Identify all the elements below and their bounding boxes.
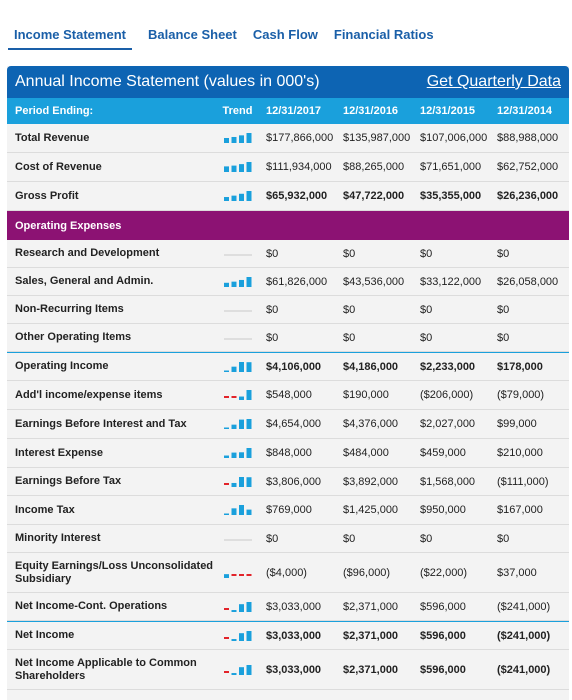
row-label: Total Revenue <box>15 131 90 144</box>
value-cell: $71,651,000 <box>420 161 482 173</box>
row-label: Earnings Before Tax <box>15 475 122 487</box>
value-cell: ($96,000) <box>343 566 391 579</box>
value-cell: $4,106,000 <box>266 360 322 373</box>
trend-sparkline <box>223 190 253 202</box>
value-cell: $0 <box>266 532 279 545</box>
trend-bar <box>231 610 236 612</box>
trend-header: Trend <box>222 105 253 117</box>
value-cell: $950,000 <box>420 504 466 516</box>
value-cell: $26,058,000 <box>497 275 559 288</box>
trend-cell <box>215 601 260 613</box>
trend-bar <box>246 665 251 675</box>
trend-bar <box>224 197 229 201</box>
value-cell: $3,033,000 <box>266 600 322 613</box>
date-header: 12/31/2014 <box>497 105 553 117</box>
trend-bar <box>239 633 244 641</box>
trend-bar <box>246 477 251 487</box>
value-cell: $35,355,000 <box>420 190 482 202</box>
trend-cell <box>215 361 260 373</box>
row-equity-earnings-loss-unconsolidated-subsidiary <box>7 553 569 593</box>
value-cell: $3,033,000 <box>266 629 322 642</box>
trend-cell <box>215 304 260 316</box>
value-cell: $210,000 <box>497 447 543 459</box>
date-header: 12/31/2016 <box>343 105 399 117</box>
trend-sparkline <box>223 418 253 430</box>
trend-bar <box>246 390 251 400</box>
trend-cell <box>215 630 260 642</box>
operating-expenses-section: Operating Expenses <box>7 211 569 240</box>
trend-sparkline <box>223 161 253 173</box>
value-cell: $65,932,000 <box>266 190 328 202</box>
trend-bar <box>231 281 236 286</box>
value-cell: $0 <box>420 303 433 316</box>
value-cell: $167,000 <box>497 504 543 516</box>
row-research-and-development <box>7 240 569 268</box>
value-cell: $596,000 <box>420 600 466 613</box>
trend-cell <box>215 161 260 173</box>
row-label: Income Tax <box>15 503 75 516</box>
value-cell: $190,000 <box>343 389 389 401</box>
row-income-tax <box>7 496 569 525</box>
value-cell: $111,934,000 <box>266 161 332 173</box>
value-cell: $0 <box>420 331 433 344</box>
value-cell: $3,892,000 <box>343 475 399 488</box>
row-total-revenue <box>7 124 569 153</box>
trend-bar <box>239 397 244 400</box>
trend-cell <box>215 190 260 202</box>
tab-financial-ratios[interactable]: Financial Ratios <box>333 27 434 42</box>
trend-sparkline <box>223 389 253 401</box>
trend-cell <box>215 533 260 545</box>
trend-bar <box>231 453 236 458</box>
trend-bar <box>231 673 236 675</box>
trend-bar <box>231 482 236 486</box>
row-earnings-before-interest-and-tax <box>7 410 569 439</box>
date-header: 12/31/2015 <box>420 105 476 117</box>
trend-sparkline <box>223 276 253 288</box>
trend-bar <box>239 452 244 458</box>
row-label: Earnings Before Interest and Tax <box>15 417 187 430</box>
value-cell: $2,371,000 <box>343 663 399 676</box>
row-net-income-applicable-to-common-shareholders <box>7 650 569 690</box>
row-label: Gross Profit <box>15 189 79 202</box>
trend-cell <box>215 248 260 260</box>
trend-bar <box>239 135 244 143</box>
trend-cell <box>215 418 260 430</box>
trend-bar <box>246 448 251 458</box>
value-cell: ($206,000) <box>420 389 474 401</box>
trend-bar <box>246 191 251 201</box>
trend-bar <box>224 370 229 372</box>
trend-bar <box>224 514 229 516</box>
value-cell: $0 <box>266 331 279 344</box>
trend-sparkline <box>223 304 253 316</box>
trend-cell <box>215 389 260 401</box>
value-cell: $62,752,000 <box>497 161 559 173</box>
value-cell: $2,371,000 <box>343 629 399 642</box>
value-cell: $596,000 <box>420 663 466 676</box>
value-cell: ($79,000) <box>497 389 545 401</box>
value-cell: $33,122,000 <box>420 275 482 288</box>
table-header-row <box>7 98 569 124</box>
trend-cell <box>215 664 260 676</box>
value-cell: $37,000 <box>497 566 537 579</box>
trend-bar <box>231 366 236 371</box>
trend-cell <box>215 476 260 488</box>
row-label: Net Income Applicable to Common Shareholders <box>15 656 197 682</box>
trend-bar <box>231 196 236 201</box>
row-label: Other Operating Items <box>15 331 132 343</box>
row-label: Sales, General and Admin. <box>15 275 154 287</box>
row-label: Add'l income/expense items <box>15 388 163 401</box>
value-cell: $2,371,000 <box>343 600 399 613</box>
trend-bar <box>224 483 229 485</box>
value-cell: $3,033,000 <box>266 663 322 676</box>
row-sales-general-and-admin <box>7 268 569 296</box>
trend-bar <box>224 637 229 639</box>
period-ending-header: Period Ending: <box>15 104 94 117</box>
value-cell: ($22,000) <box>420 566 468 579</box>
trend-bar <box>239 667 244 675</box>
value-cell: $99,000 <box>497 418 537 430</box>
value-cell: $0 <box>420 247 433 260</box>
trend-sparkline <box>223 332 253 344</box>
income-statement-panel <box>7 66 569 700</box>
tab-balance-sheet[interactable]: Balance Sheet <box>147 27 237 42</box>
trend-bar <box>239 574 244 576</box>
row-add-l-income-expense-items <box>7 381 569 410</box>
trend-bar <box>224 138 229 143</box>
row-label: Cost of Revenue <box>15 160 102 173</box>
tab-cash-flow[interactable]: Cash Flow <box>252 27 318 42</box>
trend-cell <box>215 276 260 288</box>
value-cell: $0 <box>497 247 510 260</box>
row-interest-expense <box>7 439 569 468</box>
trend-bar <box>246 631 251 641</box>
panel-header <box>7 66 569 98</box>
trend-bar <box>239 279 244 286</box>
trend-bar <box>246 510 251 515</box>
trend-bar <box>246 602 251 612</box>
value-cell: ($4,000) <box>266 566 307 579</box>
row-label: Non-Recurring Items <box>15 303 124 315</box>
row-label: Net Income-Cont. Operations <box>15 600 168 612</box>
trend-sparkline <box>223 664 253 676</box>
trend-bar <box>224 671 229 673</box>
value-cell: $4,654,000 <box>266 418 322 430</box>
trend-bar <box>246 162 251 172</box>
value-cell: $459,000 <box>420 447 466 459</box>
trend-cell <box>215 567 260 579</box>
row-minority-interest <box>7 525 569 553</box>
trend-bar <box>231 425 236 429</box>
value-cell: $0 <box>497 331 510 344</box>
value-cell: $0 <box>343 303 356 316</box>
trend-bar <box>224 574 229 578</box>
panel-title: Annual Income Statement (values in 000's) <box>15 73 320 90</box>
trend-bar <box>246 277 251 287</box>
value-cell: $1,425,000 <box>343 504 399 516</box>
row-label: Equity Earnings/Loss Unconsolidated Subsidiary <box>15 559 214 585</box>
trend-sparkline <box>223 132 253 144</box>
row-label: Net Income <box>15 629 75 641</box>
trend-sparkline <box>223 248 253 260</box>
trend-bar <box>239 164 244 172</box>
trend-bar <box>224 428 229 430</box>
value-cell: $0 <box>420 532 433 545</box>
trend-sparkline <box>223 567 253 579</box>
trend-bar <box>231 396 236 398</box>
trend-bar <box>224 282 229 286</box>
row-gross-profit <box>7 182 569 211</box>
trend-bar <box>224 166 229 172</box>
trend-bar <box>246 574 251 576</box>
value-cell: ($241,000) <box>497 663 551 676</box>
row-non-recurring-items <box>7 296 569 324</box>
value-cell: $4,376,000 <box>343 418 399 430</box>
row-net-income <box>7 621 569 650</box>
value-cell: $548,000 <box>266 389 312 401</box>
trend-bar <box>231 574 236 576</box>
get-quarterly-data-link[interactable]: Get Quarterly Data <box>426 73 561 90</box>
value-cell: $177,866,000 <box>266 132 334 144</box>
value-cell: $769,000 <box>266 504 312 516</box>
trend-bar <box>224 608 229 610</box>
trend-cell <box>215 504 260 516</box>
trend-bar <box>239 420 244 429</box>
value-cell: ($111,000) <box>497 475 549 488</box>
expense-rows <box>7 240 569 690</box>
value-cell: $2,233,000 <box>420 360 476 373</box>
trend-cell <box>215 447 260 459</box>
trend-bar <box>239 477 244 487</box>
row-cost-of-revenue <box>7 153 569 182</box>
value-cell: $43,536,000 <box>343 275 405 288</box>
trend-bar <box>224 456 229 458</box>
trend-bar <box>231 166 236 172</box>
trend-sparkline <box>223 504 253 516</box>
value-cell: $0 <box>343 247 356 260</box>
row-earnings-before-tax <box>7 468 569 496</box>
value-cell: $88,265,000 <box>343 161 405 173</box>
trend-bar <box>239 194 244 201</box>
value-cell: $0 <box>497 532 510 545</box>
trend-bar <box>239 505 244 515</box>
value-cell: $2,027,000 <box>420 418 476 430</box>
value-cell: $0 <box>343 532 356 545</box>
trend-bar <box>246 133 251 143</box>
tab-income-statement[interactable]: Income Statement <box>8 26 132 50</box>
row-label: Operating Income <box>15 360 109 372</box>
value-cell: $47,722,000 <box>343 190 405 202</box>
value-cell: ($241,000) <box>497 629 551 642</box>
row-label: Interest Expense <box>15 446 104 459</box>
trend-sparkline <box>223 447 253 459</box>
row-net-income-cont-operations <box>7 593 569 621</box>
row-label: Research and Development <box>15 247 160 259</box>
row-other-operating-items <box>7 324 569 352</box>
trend-bar <box>239 362 244 372</box>
value-cell: $0 <box>266 303 279 316</box>
trend-sparkline <box>223 533 253 545</box>
value-cell: $596,000 <box>420 629 466 642</box>
value-cell: $135,987,000 <box>343 132 411 144</box>
value-cell: $61,826,000 <box>266 275 328 288</box>
trend-sparkline <box>223 476 253 488</box>
trend-bar <box>224 396 229 398</box>
date-header: 12/31/2017 <box>266 105 322 117</box>
trend-bar <box>231 137 236 143</box>
value-cell: $1,568,000 <box>420 475 476 488</box>
value-cell: $3,806,000 <box>266 475 322 488</box>
value-cell: $0 <box>343 331 356 344</box>
value-cell: $88,988,000 <box>497 132 559 144</box>
trend-sparkline <box>223 601 253 613</box>
value-cell: $0 <box>266 247 279 260</box>
value-cell: $484,000 <box>343 447 389 459</box>
trend-cell <box>215 132 260 144</box>
value-cell: $26,236,000 <box>497 190 559 202</box>
revenue-rows <box>7 124 569 211</box>
value-cell: $178,000 <box>497 360 543 373</box>
row-operating-income <box>7 352 569 381</box>
trend-bar <box>246 362 251 372</box>
value-cell: $848,000 <box>266 447 312 459</box>
trend-sparkline <box>223 361 253 373</box>
trend-bar <box>231 508 236 515</box>
trend-bar <box>246 419 251 429</box>
statement-tabs <box>8 26 450 52</box>
trend-cell <box>215 332 260 344</box>
value-cell: ($241,000) <box>497 600 551 613</box>
value-cell: $107,006,000 <box>420 132 488 144</box>
trend-bar <box>231 639 236 641</box>
trend-bar <box>239 604 244 612</box>
row-label: Minority Interest <box>15 532 101 544</box>
value-cell: $4,186,000 <box>343 360 399 373</box>
trend-sparkline <box>223 630 253 642</box>
value-cell: $0 <box>497 303 510 316</box>
